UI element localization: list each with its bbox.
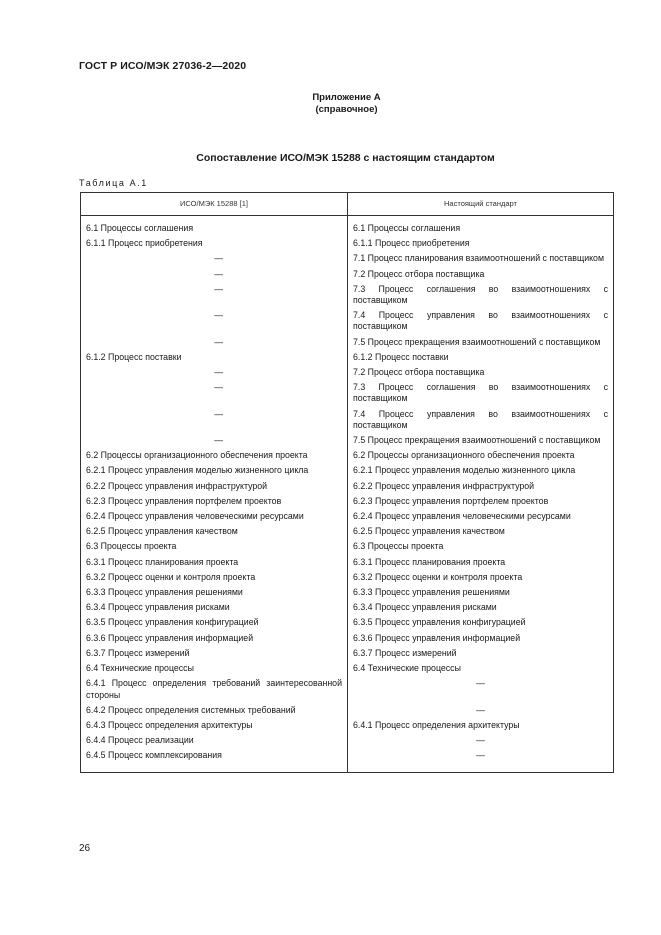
cell-this-standard: 6.2.3 Процесс управления портфелем проектов (348, 495, 614, 510)
cell-this-standard: 6.1.1 Процесс приобретения (348, 237, 614, 252)
cell-this-standard: — (348, 677, 614, 703)
cell-this-standard: 7.5 Процесс прекращения взаимоотношений с поставщиком (348, 336, 614, 351)
cell-iso15288: 6.1.2 Процесс поставки (81, 351, 348, 366)
table-caption: Таблица А.1 (79, 178, 148, 188)
cell-this-standard: 6.4.1 Процесс определения архитектуры (348, 719, 614, 734)
comparison-table (80, 192, 614, 773)
cell-iso15288: 6.3.4 Процесс управления рисками (81, 601, 348, 616)
cell-this-standard: 7.2 Процесс отбора поставщика (348, 268, 614, 283)
table-body (81, 216, 614, 773)
cell-iso15288: 6.3.7 Процесс измерений (81, 647, 348, 662)
page-number: 26 (79, 843, 91, 854)
cell-iso15288: — (81, 434, 348, 449)
table-row (81, 616, 614, 631)
table-row (81, 556, 614, 571)
table-row (81, 632, 614, 647)
cell-iso15288: 6.4.1 Процесс определения требований заинтересованной стороны (81, 677, 348, 703)
cell-this-standard: — (348, 749, 614, 772)
cell-iso15288: 6.2.5 Процесс управления качеством (81, 525, 348, 540)
cell-iso15288: — (81, 381, 348, 407)
cell-this-standard: 6.3.1 Процесс планирования проекта (348, 556, 614, 571)
cell-iso15288: 6.3 Процессы проекта (81, 540, 348, 555)
cell-iso15288: — (81, 283, 348, 309)
cell-iso15288: 6.4 Технические процессы (81, 662, 348, 677)
cell-this-standard: 6.3.4 Процесс управления рисками (348, 601, 614, 616)
cell-this-standard: 6.3.2 Процесс оценки и контроля проекта (348, 571, 614, 586)
table-row (81, 268, 614, 283)
cell-this-standard: 6.1 Процессы соглашения (348, 216, 614, 238)
table-row (81, 601, 614, 616)
cell-iso15288: 6.3.6 Процесс управления информацией (81, 632, 348, 647)
cell-iso15288: — (81, 309, 348, 335)
table-row (81, 237, 614, 252)
table-header-row (81, 193, 614, 216)
cell-this-standard: 6.3.6 Процесс управления информацией (348, 632, 614, 647)
cell-iso15288: — (81, 268, 348, 283)
table-row (81, 719, 614, 734)
cell-this-standard: 7.1 Процесс планирования взаимоотношений с поставщиком (348, 252, 614, 267)
table-row (81, 571, 614, 586)
table-row (81, 662, 614, 677)
table-row (81, 283, 614, 309)
cell-iso15288: 6.3.2 Процесс оценки и контроля проекта (81, 571, 348, 586)
table-row (81, 734, 614, 749)
cell-iso15288: 6.4.4 Процесс реализации (81, 734, 348, 749)
table-row (81, 366, 614, 381)
table-row (81, 408, 614, 434)
document-header: ГОСТ Р ИСО/МЭК 27036-2—2020 (79, 60, 247, 72)
cell-iso15288: 6.3.3 Процесс управления решениями (81, 586, 348, 601)
cell-iso15288: 6.2 Процессы организационного обеспечения проекта (81, 449, 348, 464)
cell-this-standard: 6.2.4 Процесс управления человеческими ресурсами (348, 510, 614, 525)
cell-iso15288: 6.4.3 Процесс определения архитектуры (81, 719, 348, 734)
cell-this-standard: 7.4 Процесс управления во взаимоотношениях с поставщиком (348, 309, 614, 335)
cell-this-standard: 6.2.5 Процесс управления качеством (348, 525, 614, 540)
cell-iso15288: 6.4.5 Процесс комплексирования (81, 749, 348, 772)
column-header-this-standard: Настоящий стандарт (348, 193, 614, 216)
cell-iso15288: 6.1.1 Процесс приобретения (81, 237, 348, 252)
table-row (81, 510, 614, 525)
cell-this-standard: 6.2 Процессы организационного обеспечения проекта (348, 449, 614, 464)
cell-iso15288: — (81, 366, 348, 381)
table-row (81, 586, 614, 601)
cell-iso15288: 6.1 Процессы соглашения (81, 216, 348, 238)
cell-this-standard: 6.3.5 Процесс управления конфигурацией (348, 616, 614, 631)
cell-this-standard: 6.3.7 Процесс измерений (348, 647, 614, 662)
cell-this-standard: 6.3 Процессы проекта (348, 540, 614, 555)
cell-this-standard: 6.1.2 Процесс поставки (348, 351, 614, 366)
table-row (81, 309, 614, 335)
cell-iso15288: 6.2.1 Процесс управления моделью жизненного цикла (81, 464, 348, 479)
table-row (81, 351, 614, 366)
table-row (81, 252, 614, 267)
table-row (81, 749, 614, 772)
column-header-iso15288: ИСО/МЭК 15288 [1] (81, 193, 348, 216)
cell-iso15288: 6.2.4 Процесс управления человеческими ресурсами (81, 510, 348, 525)
table-row (81, 525, 614, 540)
cell-this-standard: 7.5 Процесс прекращения взаимоотношений с поставщиком (348, 434, 614, 449)
cell-this-standard: — (348, 704, 614, 719)
table-row (81, 216, 614, 238)
cell-iso15288: — (81, 408, 348, 434)
cell-this-standard: 6.2.2 Процесс управления инфраструктурой (348, 480, 614, 495)
section-title: Сопоставление ИСО/МЭК 15288 с настоящим стандартом (196, 152, 495, 164)
cell-this-standard: 6.3.3 Процесс управления решениями (348, 586, 614, 601)
table-row (81, 381, 614, 407)
cell-this-standard: 6.2.1 Процесс управления моделью жизненного цикла (348, 464, 614, 479)
table-row (81, 464, 614, 479)
cell-iso15288: 6.3.1 Процесс планирования проекта (81, 556, 348, 571)
appendix-subtitle: (справочное) (315, 104, 378, 115)
cell-iso15288: 6.2.2 Процесс управления инфраструктурой (81, 480, 348, 495)
table-row (81, 449, 614, 464)
table-row (81, 647, 614, 662)
appendix-title: Приложение А (312, 92, 381, 103)
table-row (81, 677, 614, 703)
cell-this-standard: 7.3 Процесс соглашения во взаимоотношениях с поставщиком (348, 381, 614, 407)
cell-iso15288: — (81, 336, 348, 351)
cell-this-standard: 7.3 Процесс соглашения во взаимоотношениях с поставщиком (348, 283, 614, 309)
cell-this-standard: — (348, 734, 614, 749)
cell-iso15288: — (81, 252, 348, 267)
table-row (81, 495, 614, 510)
table-row (81, 704, 614, 719)
table-row (81, 540, 614, 555)
cell-iso15288: 6.4.2 Процесс определения системных требований (81, 704, 348, 719)
cell-iso15288: 6.2.3 Процесс управления портфелем проектов (81, 495, 348, 510)
cell-this-standard: 6.4 Технические процессы (348, 662, 614, 677)
table-row (81, 336, 614, 351)
table-row (81, 480, 614, 495)
appendix-heading (0, 92, 661, 116)
cell-this-standard: 7.2 Процесс отбора поставщика (348, 366, 614, 381)
table-row (81, 434, 614, 449)
cell-iso15288: 6.3.5 Процесс управления конфигурацией (81, 616, 348, 631)
cell-this-standard: 7.4 Процесс управления во взаимоотношениях с поставщиком (348, 408, 614, 434)
